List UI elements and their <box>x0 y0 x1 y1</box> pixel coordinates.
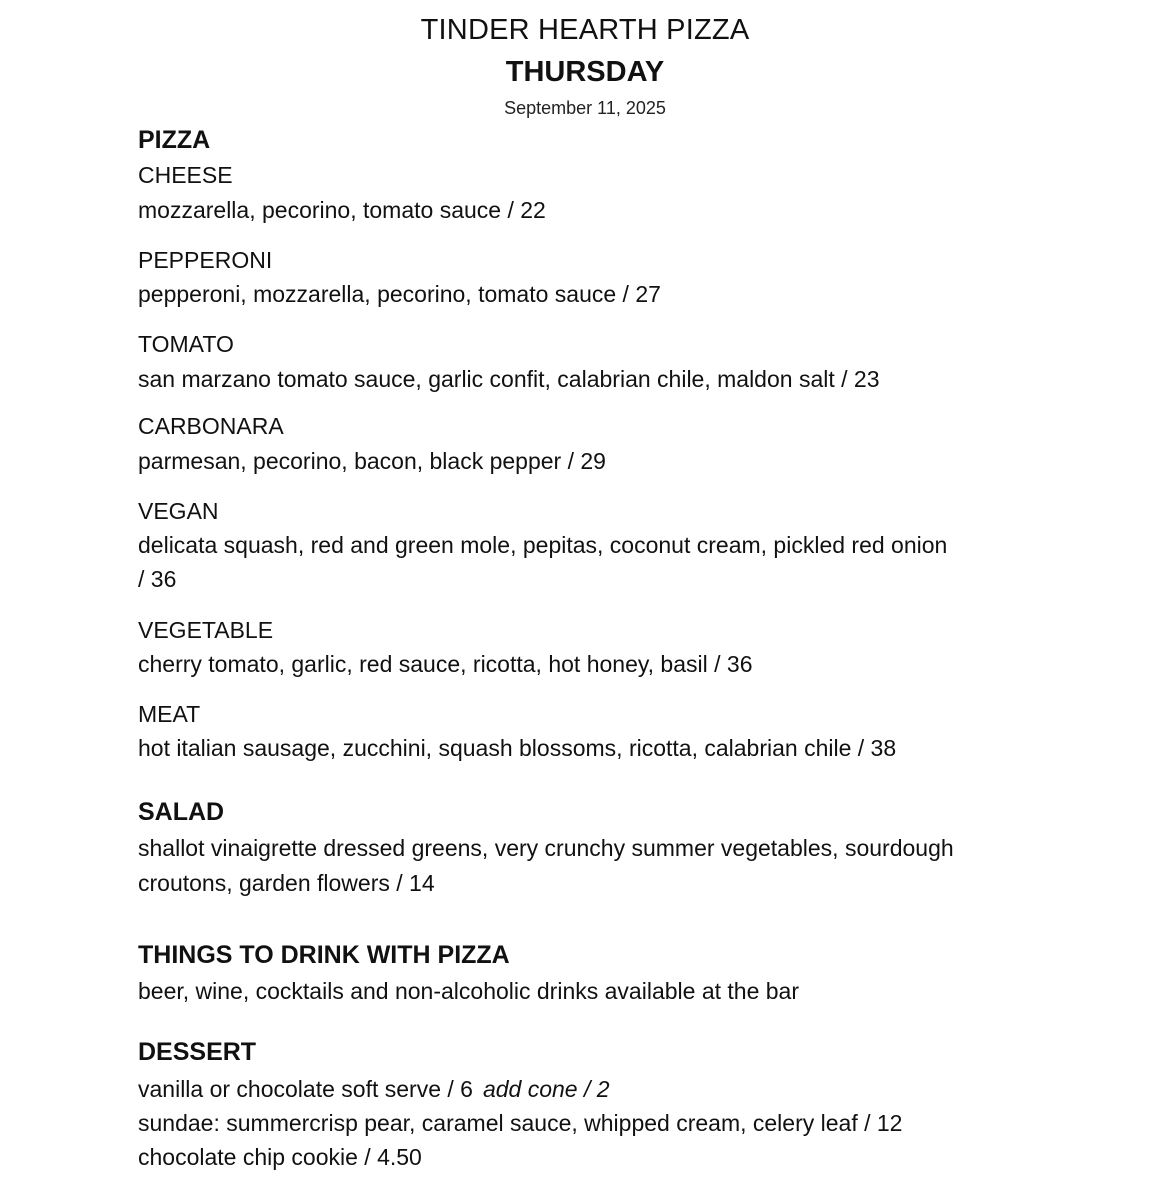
menu-date: September 11, 2025 <box>504 98 666 118</box>
pizza-item-desc-tomato: san marzano tomato sauce, garlic confit, calabrian chile, maldon salt / 23 <box>138 366 880 392</box>
section-title-dessert: DESSERT <box>138 1038 257 1066</box>
restaurant-name: TINDER HEARTH PIZZA <box>420 14 750 46</box>
dessert-soft-serve-text: vanilla or chocolate soft serve / 6 <box>138 1076 473 1102</box>
pizza-item-name-vegetable: VEGETABLE <box>138 617 274 643</box>
pizza-item-desc-vegan-line2: / 36 <box>138 566 177 592</box>
menu-day: THURSDAY <box>505 56 665 88</box>
section-title-pizza: PIZZA <box>138 126 211 154</box>
drinks-desc: beer, wine, cocktails and non-alcoholic drinks available at the bar <box>138 978 799 1004</box>
pizza-item-name-cheese: CHEESE <box>138 162 233 188</box>
pizza-item-name-pepperoni: PEPPERONI <box>138 247 273 273</box>
dessert-cookie: chocolate chip cookie / 4.50 <box>138 1144 422 1170</box>
section-title-drinks: THINGS TO DRINK WITH PIZZA <box>138 941 510 969</box>
dessert-soft-serve <box>138 1072 610 1106</box>
pizza-item-name-tomato: TOMATO <box>138 331 234 357</box>
pizza-item-name-vegan: VEGAN <box>138 498 219 524</box>
section-title-salad: SALAD <box>138 798 225 826</box>
dessert-sundae: sundae: summercrisp pear, caramel sauce, whipped cream, celery leaf / 12 <box>138 1110 903 1136</box>
pizza-item-desc-vegetable: cherry tomato, garlic, red sauce, ricotta, hot honey, basil / 36 <box>138 651 753 677</box>
pizza-item-name-meat: MEAT <box>138 701 201 727</box>
pizza-item-desc-carbonara: parmesan, pecorino, bacon, black pepper / 29 <box>138 448 606 474</box>
pizza-item-desc-cheese: mozzarella, pecorino, tomato sauce / 22 <box>138 197 546 223</box>
pizza-item-desc-pepperoni: pepperoni, mozzarella, pecorino, tomato sauce / 27 <box>138 281 661 307</box>
salad-desc-line2: croutons, garden flowers / 14 <box>138 870 435 896</box>
pizza-item-name-carbonara: CARBONARA <box>138 413 284 439</box>
dessert-soft-serve-addon: add cone / 2 <box>482 1076 610 1102</box>
pizza-item-desc-vegan-line1: delicata squash, red and green mole, pepitas, coconut cream, pickled red onion <box>138 532 948 558</box>
pizza-item-desc-meat: hot italian sausage, zucchini, squash blossoms, ricotta, calabrian chile / 38 <box>138 735 897 761</box>
salad-desc-line1: shallot vinaigrette dressed greens, very crunchy summer vegetables, sourdough <box>138 835 954 861</box>
